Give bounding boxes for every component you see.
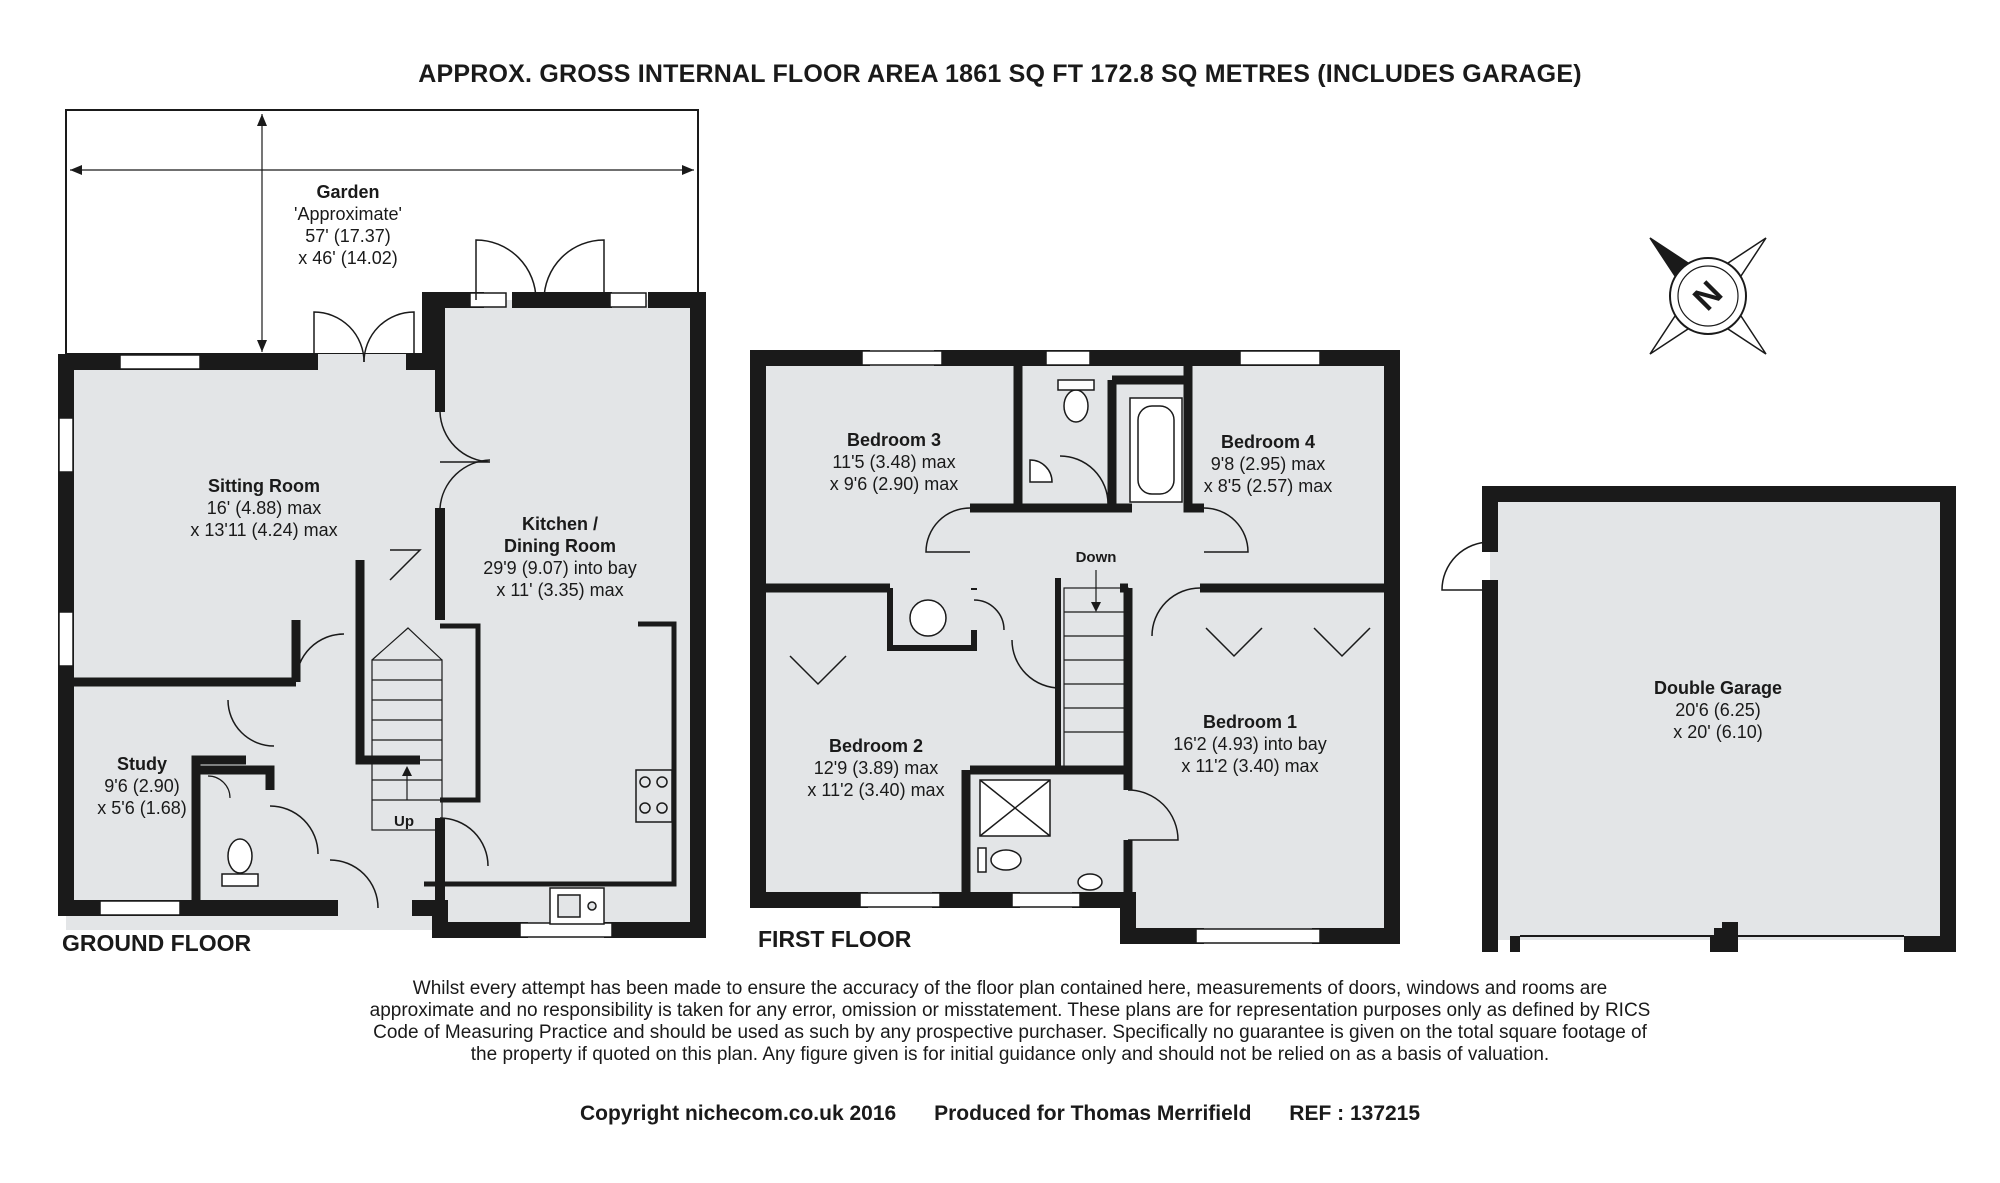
reference-text: REF : 137215 (1289, 1102, 1421, 1125)
stairs-down-label: Down (1075, 549, 1117, 566)
bedroom-2-dim-2: x 11'2 (3.40) max (807, 780, 945, 800)
study-label: Study (116, 754, 168, 774)
garden-label: Garden (316, 182, 380, 202)
garden-dim-2: 57' (17.37) (305, 226, 391, 246)
stairs-up-label: Up (394, 813, 414, 830)
study-dim-1: 9'6 (2.90) (104, 776, 180, 796)
copyright-text: Copyright nichecom.co.uk 2016 (579, 1102, 897, 1125)
sitting-room-dim-2: x 13'11 (4.24) max (190, 520, 338, 540)
kitchen-dim-2: x 11' (3.35) max (496, 580, 624, 600)
sitting-room-dim-1: 16' (4.88) max (206, 498, 322, 518)
bedroom-3-label: Bedroom 3 (846, 430, 942, 450)
bedroom-2-dim-1: 12'9 (3.89) max (813, 758, 939, 778)
bedroom-1-label: Bedroom 1 (1202, 712, 1298, 732)
kitchen-label-1: Kitchen / (521, 514, 599, 534)
bedroom-3-dim-2: x 9'6 (2.90) max (829, 474, 959, 494)
bedroom-2-label: Bedroom 2 (828, 736, 924, 756)
garden-dim-3: x 46' (14.02) (298, 248, 398, 268)
bedroom-1-dim-1: 16'2 (4.93) into bay (1173, 734, 1327, 754)
kitchen-label-2: Dining Room (504, 536, 616, 556)
footer-credits (0, 1102, 2000, 1126)
disclaimer-text: Whilst every attempt has been made to ensure the accuracy of the floor plan contained here, measurements of doors, windows and rooms are approximate and no responsibility is taken for any error, omission or misstatement. These plans are for representation purposes only as defined by RICS Code of Measuring Practice and should be used as such by any prospective purchaser. Specifically no guarantee is given on the total square footage of the property if quoted on this plan. Any figure given is for initial guidance only and should not be relied on as a basis of valuation. (369, 978, 1651, 1065)
floor-area-title: APPROX. GROSS INTERNAL FLOOR AREA 1861 SQ FT 172.8 SQ METRES (INCLUDES GARAGE) (418, 60, 1582, 88)
sitting-room-label: Sitting Room (208, 476, 320, 496)
garden-dim-1: 'Approximate' (294, 204, 402, 224)
ground-floor-label: GROUND FLOOR (62, 930, 252, 956)
garage-label: Double Garage (1653, 678, 1783, 698)
bedroom-4-label: Bedroom 4 (1220, 432, 1316, 452)
compass-north-letter: N (1685, 273, 1731, 319)
garage-plan (1442, 494, 1948, 946)
produced-for-text: Produced for Thomas Merrifield (934, 1102, 1252, 1125)
first-floor-label: FIRST FLOOR (758, 926, 912, 952)
garage-dim-2: x 20' (6.10) (1673, 722, 1763, 742)
study-dim-2: x 5'6 (1.68) (97, 798, 187, 818)
bedroom-4-dim-2: x 8'5 (2.57) max (1203, 476, 1333, 496)
bedroom-3-dim-1: 11'5 (3.48) max (832, 452, 956, 472)
bedroom-1-dim-2: x 11'2 (3.40) max (1181, 756, 1319, 776)
garage-dim-1: 20'6 (6.25) (1675, 700, 1761, 720)
bedroom-4-dim-1: 9'8 (2.95) max (1210, 454, 1326, 474)
kitchen-dim-1: 29'9 (9.07) into bay (483, 558, 637, 578)
